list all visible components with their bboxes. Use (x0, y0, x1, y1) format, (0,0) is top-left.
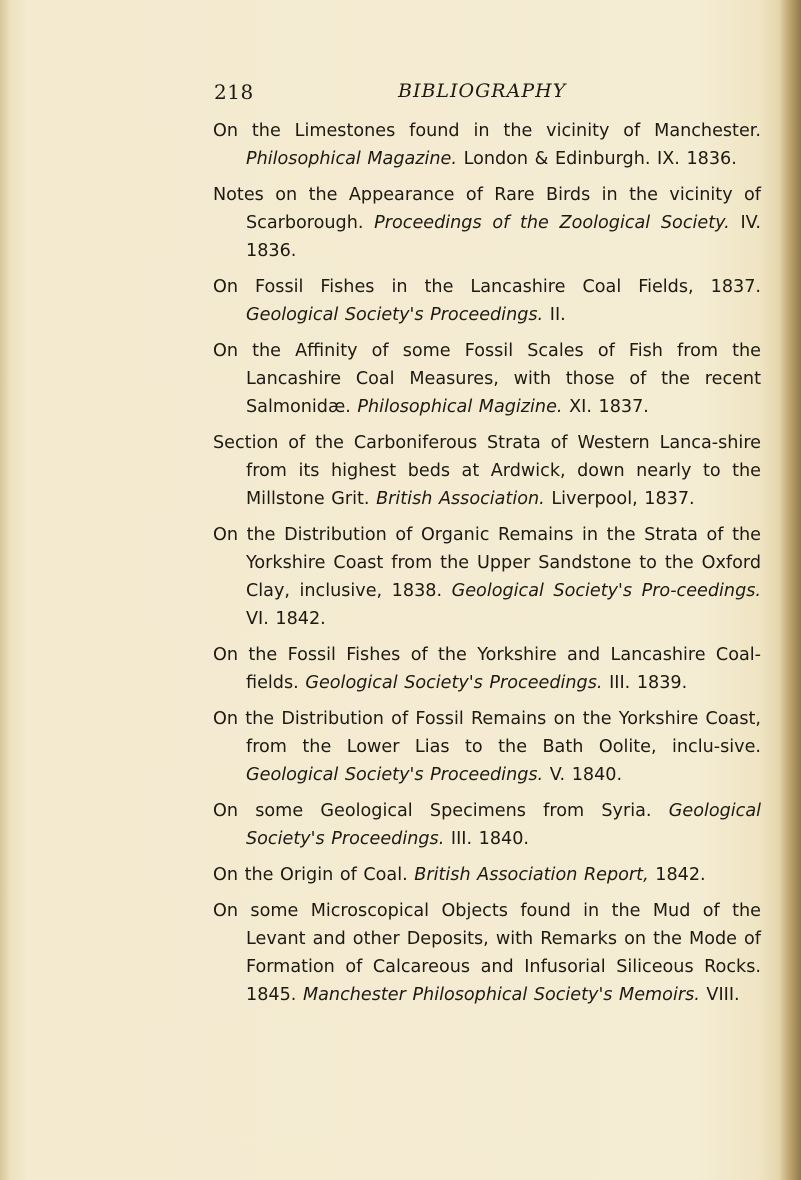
bibliography-list (213, 117, 761, 1017)
entry-title: On the Limestones found in the vicinity of Manchester. (213, 121, 761, 141)
entry-details: III. 1839. (609, 673, 688, 693)
bibliography-entry (213, 797, 761, 853)
entry-publication: Proceedings of the Zoological Society. (374, 213, 730, 233)
entry-title: On the Affinity of some Fossil Scales of Fish from the Lancashire Coal Measures, with those of the recent Salmonidæ. (213, 341, 761, 417)
entry-publication: Geological Society's Proceedings. (246, 801, 762, 849)
entry-details: 1842. (655, 865, 706, 885)
entry-publication: Manchester Philosophical Society's Memoirs. (302, 985, 700, 1005)
page-header (214, 80, 594, 108)
bibliography-entry (213, 641, 761, 697)
entry-publication: Philosophical Magazine. (246, 149, 457, 169)
entry-details: VIII. (706, 985, 740, 1005)
page-right-edge (779, 0, 801, 1180)
entry-publication: Geological Society's Proceedings. (246, 305, 544, 325)
running-head: BIBLIOGRAPHY (398, 80, 567, 102)
entry-title: On the Fossil Fishes of the Yorkshire and Lancashire Coal-fields. (213, 645, 761, 693)
bibliography-entry (213, 273, 761, 329)
entry-title: On the Origin of Coal. (213, 865, 408, 885)
entry-title: On the Distribution of Organic Remains in the Strata of the Yorkshire Coast from the Upper Sandstone to the Oxford Clay, inclusive, 1838. (213, 525, 761, 601)
entry-publication: Philosophical Magizine. (357, 397, 563, 417)
bibliography-entry (213, 429, 761, 513)
entry-details: III. 1840. (450, 829, 530, 849)
page-left-edge (0, 0, 10, 1180)
entry-publication: Geological Society's Pro-ceedings. (451, 581, 761, 601)
entry-title: On some Microscopical Objects found in the Mud of the Levant and other Deposits, with Remarks on the Mode of Formation of Calcareous and Infusorial Siliceous Rocks. 1845. (213, 901, 761, 1005)
entry-details: XI. 1837. (569, 397, 649, 417)
entry-title: Notes on the Appearance of Rare Birds in the vicinity of Scarborough. (213, 185, 761, 233)
entry-details: II. (549, 305, 566, 325)
entry-details: London & Edinburgh. IX. 1836. (463, 149, 737, 169)
entry-publication: Geological Society's Proceedings. (246, 765, 544, 785)
bibliography-entry (213, 705, 761, 789)
bibliography-entry (213, 861, 761, 889)
entry-publication: British Association. (376, 489, 545, 509)
bibliography-entry (213, 337, 761, 421)
entry-title: On Fossil Fishes in the Lancashire Coal Fields, 1837. (213, 277, 761, 297)
entry-title: On the Distribution of Fossil Remains on the Yorkshire Coast, from the Lower Lias to the Bath Oolite, inclu-sive. (213, 709, 761, 757)
entry-details: IV. 1836. (246, 213, 762, 261)
entry-title: On some Geological Specimens from Syria. (213, 801, 652, 821)
entry-title: Section of the Carboniferous Strata of Western Lanca-shire from its highest beds at Ardwick, down nearly to the Millstone Grit. (213, 433, 761, 509)
bibliography-entry (213, 117, 761, 173)
entry-publication: British Association Report, (414, 865, 649, 885)
entry-publication: Geological Society's Proceedings. (305, 673, 603, 693)
page-number: 218 (214, 80, 254, 104)
bibliography-entry (213, 181, 761, 265)
entry-details: Liverpool, 1837. (551, 489, 695, 509)
entry-details: V. 1840. (549, 765, 623, 785)
bibliography-entry (213, 521, 761, 633)
entry-details: VI. 1842. (246, 609, 326, 629)
bibliography-entry (213, 897, 761, 1009)
